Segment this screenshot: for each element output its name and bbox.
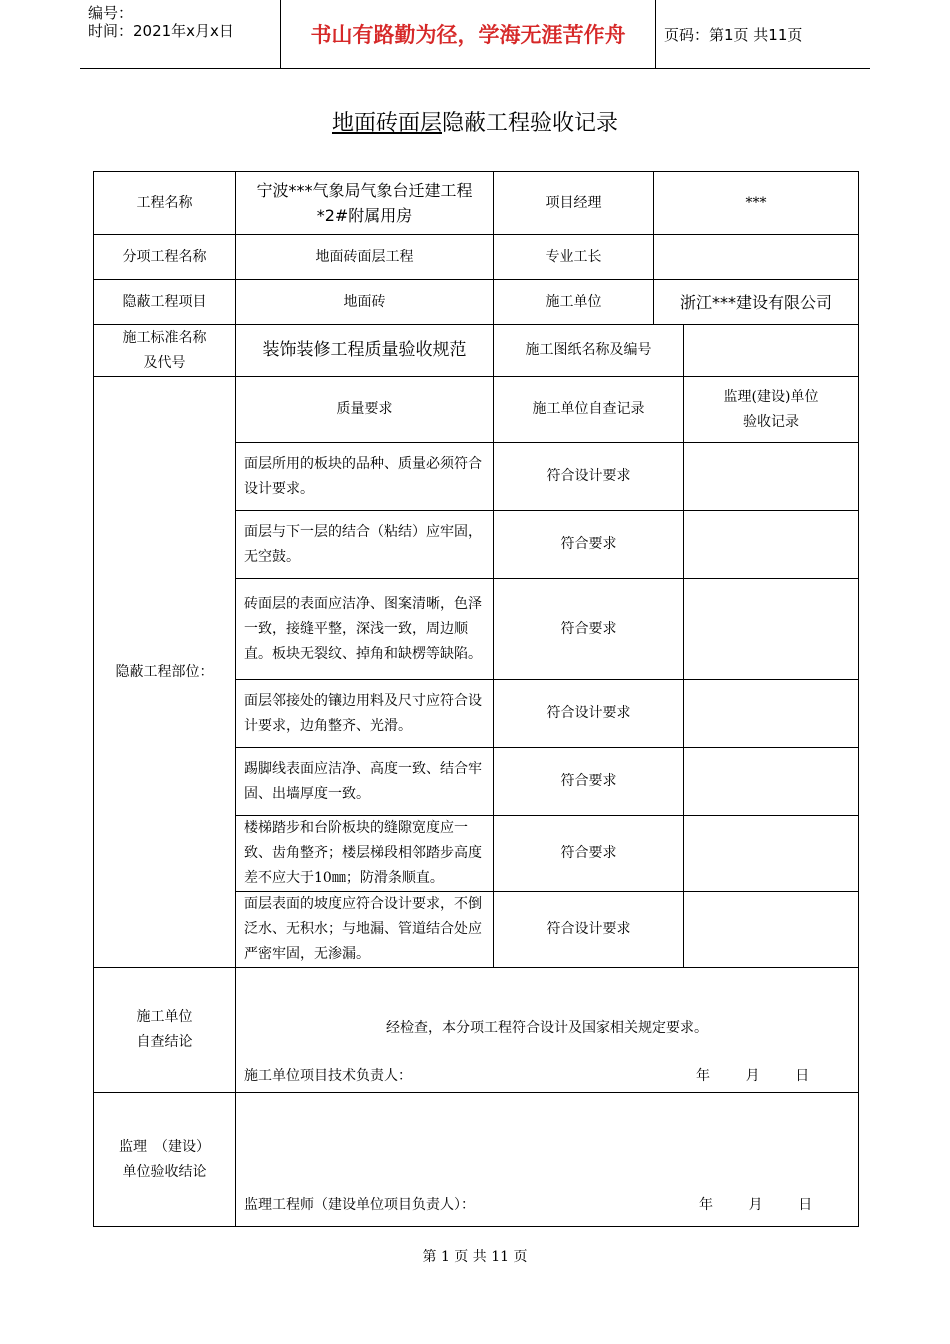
supervisor-conclusion-label-line1: 监理 （建设）: [119, 1138, 210, 1155]
drawing-label: 施工图纸名称及编号: [494, 325, 684, 377]
record-table: [93, 171, 859, 1227]
title-rest: 隐蔽工程验收记录: [442, 111, 619, 136]
standard-label: [94, 325, 236, 377]
row-supervisor-conclusion: [94, 1093, 859, 1227]
standard-value: 装饰装修工程质量验收规范: [236, 325, 494, 377]
supervisor-record: [684, 748, 859, 816]
row-project: [94, 172, 859, 235]
col-supervisor-line2: 验收记录: [743, 413, 799, 430]
self-conclusion-label-line2: 自查结论: [136, 1034, 193, 1050]
supervisor-record: [684, 511, 859, 579]
hidden-part-label: 隐蔽工程部位：: [94, 377, 236, 968]
self-conclusion-text: 经检查，本分项工程符合设计及国家相关规定要求。: [386, 1020, 708, 1036]
document-title: [0, 106, 950, 137]
quality-requirement: 踢脚线表面应洁净、高度一致、结合牢固、出墙厚度一致。: [236, 748, 494, 816]
col-supervisor-line1: 监理(建设)单位: [723, 388, 819, 405]
supervisor-record: [684, 816, 859, 892]
self-check-record: 符合设计要求: [494, 892, 684, 968]
manager-value: ***: [654, 172, 859, 235]
foreman-label: 专业工长: [494, 235, 654, 280]
project-name-value: [236, 172, 494, 235]
self-check-record: 符合设计要求: [494, 443, 684, 511]
self-check-record: 符合要求: [494, 748, 684, 816]
project-name-line1: 宁波***气象局气象台迁建工程: [256, 181, 473, 200]
row-standard: [94, 325, 859, 377]
quality-requirement: 面层邻接处的镶边用料及尺寸应符合设计要求，边角整齐、光滑。: [236, 680, 494, 748]
title-underlined: 地面砖面层: [331, 111, 442, 136]
self-conclusion-label-line1: 施工单位: [136, 1009, 193, 1025]
hidden-item-value: 地面砖: [236, 280, 494, 325]
supervisor-record: [684, 680, 859, 748]
hidden-item-label: 隐蔽工程项目: [94, 280, 236, 325]
quality-requirement: 面层表面的坡度应符合设计要求，不倒泛水、无积水；与地漏、管道结合处应严密牢固，无渗漏。: [236, 892, 494, 968]
quality-requirement: 面层与下一层的结合（粘结）应牢固，无空鼓。: [236, 511, 494, 579]
supervisor-conclusion-signer: 监理工程师（建设单位项目负责人）：: [244, 1197, 475, 1213]
sub-project-label: 分项工程名称: [94, 235, 236, 280]
page-header: [80, 0, 870, 69]
header-meta: [80, 0, 281, 68]
project-name-line2: *2#附属用房: [316, 206, 413, 225]
quality-requirement: 楼梯踏步和台阶板块的缝隙宽度应一致、齿角整齐；楼层梯段相邻踏步高度差不应大于10㎜；防滑条顺直。: [236, 816, 494, 892]
quality-requirement: 面层所用的板块的品种、质量必须符合设计要求。: [236, 443, 494, 511]
foreman-value: [654, 235, 859, 280]
page-footer: 第 1 页 共 11 页: [422, 1249, 528, 1265]
self-conclusion-label: [94, 968, 236, 1093]
self-check-record: 符合要求: [494, 579, 684, 680]
supervisor-conclusion-label-line2: 单位验收结论: [122, 1163, 207, 1180]
contractor-value: 浙江***建设有限公司: [654, 280, 859, 325]
supervisor-record: [684, 892, 859, 968]
motto: 书山有路勤为径，学海无涯苦作舟: [281, 0, 656, 68]
col-supervisor-header: [684, 377, 859, 443]
col-quality-header: 质量要求: [236, 377, 494, 443]
time-label: 时间：2021年x月x日: [88, 22, 234, 40]
self-check-record: 符合设计要求: [494, 680, 684, 748]
drawing-value: [684, 325, 859, 377]
project-name-label: 工程名称: [94, 172, 236, 235]
row-hidden-item: [94, 280, 859, 325]
supervisor-record: [684, 579, 859, 680]
supervisor-conclusion-date: 年 月 日: [699, 1197, 813, 1213]
self-check-record: 符合要求: [494, 511, 684, 579]
number-label: 编号：: [88, 4, 134, 22]
self-check-record: 符合要求: [494, 816, 684, 892]
self-conclusion-signer: 施工单位项目技术负责人：: [244, 1068, 412, 1084]
row-self-conclusion: [94, 968, 859, 1093]
supervisor-conclusion-label: [94, 1093, 236, 1227]
manager-label: 项目经理: [494, 172, 654, 235]
quality-requirement: 砖面层的表面应洁净、图案清晰，色泽一致，接缝平整，深浅一致，周边顺直。板块无裂纹、掉角和缺楞等缺陷。: [236, 579, 494, 680]
standard-label-line1: 施工标准名称: [122, 329, 207, 346]
page-info: 页码：第1页 共11页: [664, 25, 803, 44]
row-inspection-header: [94, 377, 859, 443]
self-conclusion-date: 年 月 日: [696, 1068, 810, 1084]
self-conclusion-body: [236, 968, 859, 1093]
standard-label-line2: 及代号: [143, 354, 186, 371]
sub-project-value: 地面砖面层工程: [236, 235, 494, 280]
supervisor-record: [684, 443, 859, 511]
col-self-header: 施工单位自查记录: [494, 377, 684, 443]
contractor-label: 施工单位: [494, 280, 654, 325]
supervisor-conclusion-body: [236, 1093, 859, 1227]
row-subproject: [94, 235, 859, 280]
